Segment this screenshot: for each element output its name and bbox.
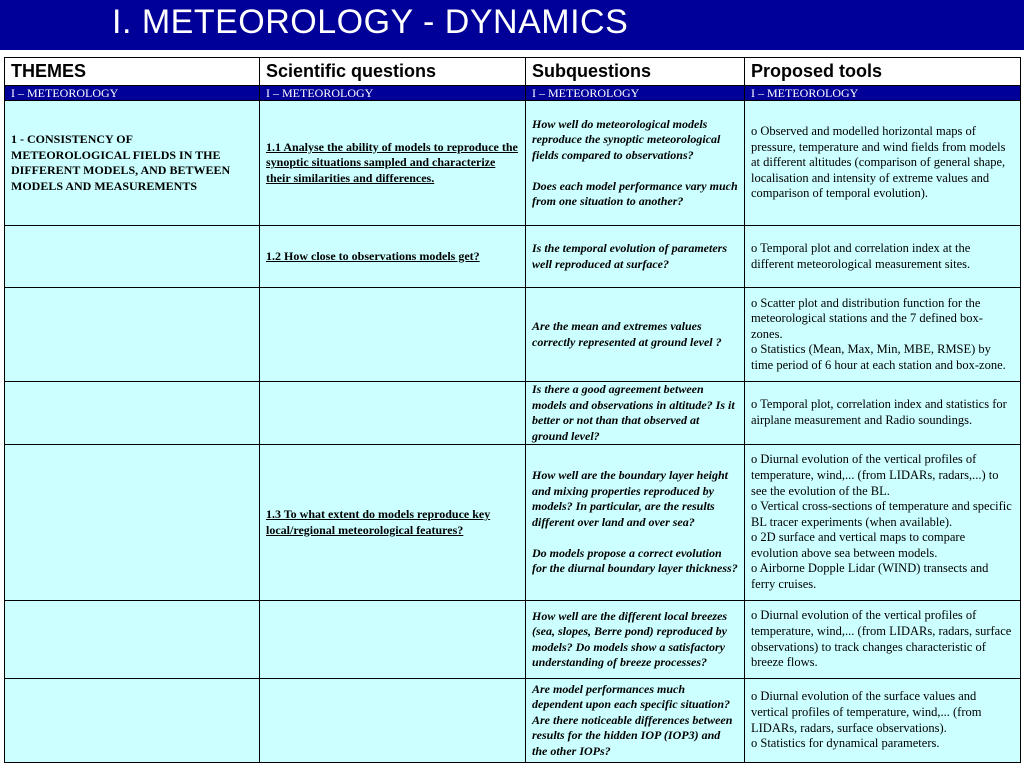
subquestion-cell xyxy=(526,382,745,445)
section-label: I – METEOROLOGY xyxy=(5,86,260,101)
tools-cell xyxy=(745,601,1021,679)
subquestion-text: Do models propose a correct evolution for the diurnal boundary layer thickness? xyxy=(532,545,738,576)
section-label: I – METEOROLOGY xyxy=(526,86,745,101)
question-cell: 1.3 To what extent do models reproduce key local/regional meteorological features? xyxy=(260,445,526,601)
tool-item: o Observed and modelled horizontal maps of pressure, temperature and wind fields from models at different altitudes (comparison of general shape, localisation and intensity of extreme values and comparison of temporal evolution). xyxy=(751,124,1006,201)
column-header-scientific-questions: Scientific questions xyxy=(260,58,526,86)
slide-title: I. METEOROLOGY - DYNAMICS xyxy=(112,3,629,41)
question-cell xyxy=(260,288,526,382)
question-cell xyxy=(260,601,526,679)
tool-item: o Diurnal evolution of the vertical profiles of temperature, wind,... (from LIDARs, radars,...) to see the evolution of the BL. xyxy=(751,452,999,498)
subquestion-cell xyxy=(526,288,745,382)
theme-cell xyxy=(5,226,260,288)
subquestion-cell xyxy=(526,445,745,601)
tools-cell xyxy=(745,679,1021,763)
meteorology-table xyxy=(4,57,1021,763)
subquestion-cell xyxy=(526,101,745,226)
tool-item: o Diurnal evolution of the vertical profiles of temperature, wind,... (from LIDARs, radars, surface observations) to track changes characteristic of breeze flows. xyxy=(751,608,1012,670)
theme-cell xyxy=(5,601,260,679)
subquestion-text: Is there a good agreement between models and observations in altitude? Is it better or not than that observed at ground level? xyxy=(532,382,735,443)
subquestion-cell xyxy=(526,679,745,763)
subquestion-text: Are the mean and extremes values correctly represented at ground level ? xyxy=(532,319,722,349)
question-cell: 1.1 Analyse the ability of models to reproduce the synoptic situations sampled and characterize their similarities and differences. xyxy=(260,101,526,226)
column-header-themes: THEMES xyxy=(5,58,260,86)
tool-item: o Diurnal evolution of the surface values and vertical profiles of temperature, wind,... (from LIDARs, radars, surface observations). xyxy=(751,689,982,735)
theme-cell xyxy=(5,679,260,763)
table-row xyxy=(5,601,1021,679)
tool-item: o Statistics for dynamical parameters. xyxy=(751,736,940,751)
question-cell: 1.2 How close to observations models get? xyxy=(260,226,526,288)
table-row xyxy=(5,382,1021,445)
subquestion-text: How well are the different local breezes (sea, slopes, Berre pond) reproduced by models? Do models show a satisfactory understanding of breeze processes? xyxy=(532,608,728,669)
theme-cell: 1 - CONSISTENCY OF METEOROLOGICAL FIELDS IN THE DIFFERENT MODELS, AND BETWEEN MODELS AND MEASUREMENTS xyxy=(5,101,260,226)
tool-item: o Scatter plot and distribution function for the meteorological stations and the 7 defined box-zones. xyxy=(751,295,983,341)
table-row xyxy=(5,445,1021,601)
table-row xyxy=(5,226,1021,288)
tool-item: o Temporal plot, correlation index and statistics for airplane measurement and Radio soundings. xyxy=(751,397,1007,427)
tools-cell xyxy=(745,382,1021,445)
column-header-subquestions: Subquestions xyxy=(526,58,745,86)
tools-cell xyxy=(745,288,1021,382)
column-header-proposed-tools: Proposed tools xyxy=(745,58,1021,86)
subquestion-text: Are model performances much dependent upon each specific situation? Are there noticeable differences between results for the hidden IOP (IOP3) and the other IOPs? xyxy=(532,681,733,758)
section-label: I – METEOROLOGY xyxy=(260,86,526,101)
subquestion-text: Does each model performance vary much from one situation to another? xyxy=(532,178,738,208)
tool-item: o Airborne Dopple Lidar (WIND) transects and ferry cruises. xyxy=(751,561,989,592)
table-row xyxy=(5,679,1021,763)
subquestion-cell xyxy=(526,226,745,288)
tools-cell xyxy=(745,101,1021,226)
subquestion-text: How well are the boundary layer height and mixing properties reproduced by models? In particular, are the results different over land and over sea? xyxy=(532,468,729,529)
theme-cell xyxy=(5,382,260,445)
question-cell xyxy=(260,679,526,763)
tool-item: o Temporal plot and correlation index at the different meteorological measurement sites. xyxy=(751,240,971,271)
tools-cell xyxy=(745,445,1021,601)
section-label: I – METEOROLOGY xyxy=(745,86,1021,101)
tool-item: o Statistics (Mean, Max, Min, MBE, RMSE) by time period of 6 hour at each station and box-zone. xyxy=(751,342,1006,372)
theme-cell xyxy=(5,445,260,601)
tool-item: o 2D surface and vertical maps to compare evolution above sea between models. xyxy=(751,530,966,560)
table-row xyxy=(5,101,1021,226)
tools-cell xyxy=(745,226,1021,288)
subquestion-text: How well do meteorological models reproduce the synoptic meteorological fields compared to observations? xyxy=(532,116,721,162)
question-cell xyxy=(260,382,526,445)
subquestion-cell xyxy=(526,601,745,679)
theme-cell xyxy=(5,288,260,382)
subquestion-text: Is the temporal evolution of parameters well reproduced at surface? xyxy=(532,241,727,271)
header-row xyxy=(5,58,1021,86)
tool-item: o Vertical cross-sections of temperature and specific BL tracer experiments (when available). xyxy=(751,499,1012,529)
section-row xyxy=(5,86,1021,101)
table-row xyxy=(5,288,1021,382)
